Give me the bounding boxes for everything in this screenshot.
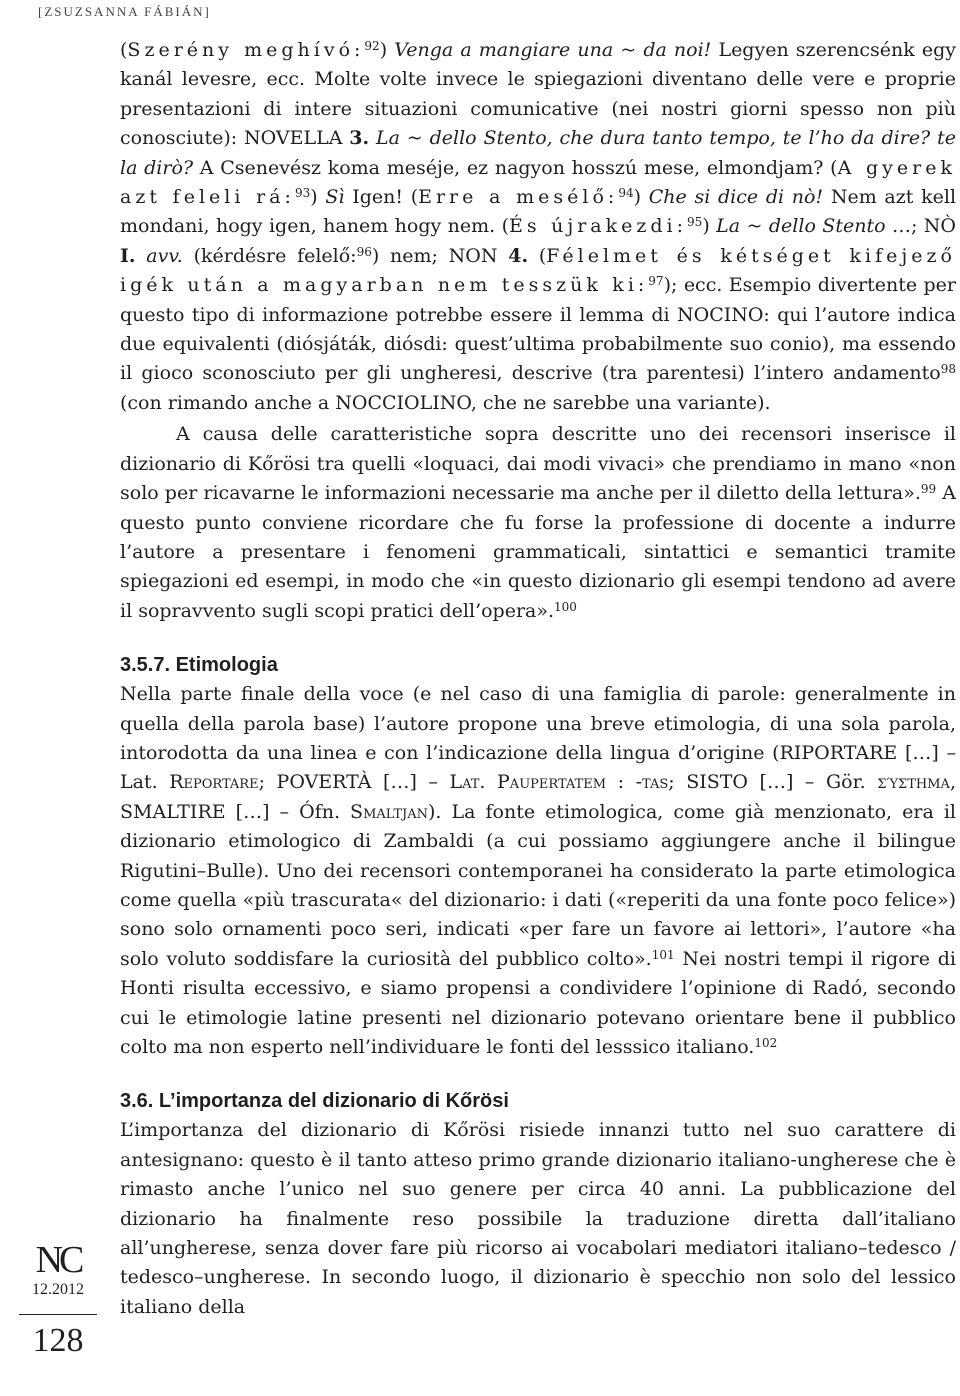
footnote-ref: 98: [940, 362, 956, 377]
footnote-ref: 97: [648, 274, 664, 289]
footnote-ref: 92: [364, 39, 380, 53]
page-body: [120, 36, 956, 1322]
paragraph-examples: (Szerény meghívó:$^{92}$) Venga a mangiare una ~ da noi! Legyen szerencsénk egy kanál levesre, ecc. Molte volte invece le spiegazioni diventano delle vere e proprie presentazioni di intere situazioni comunicative (nei nostri giorni spesso non più conosciute): NOVELLA 3. La ~ dello Stento, che dura tanto tempo, te l’ho da dire? te la dirò? A Csenevész koma meséje, ez nagyon hosszú mese, elmondjam? (A gyerek azt feleli rá:$^{93}$) Sì Igen! (Erre a mesélő:$^{94}$) Che si dice di nò! Nem azt kell mondani, hogy igen, hanem hogy nem. (És újrakezdi:$^{95}$) La ~ dello Stento …; NÒ I. avv. (kérdésre felelő:$^{96}$) nem; NON 4. (Félelmet és kétséget kifejező igék után a magyarban nem tesszük ki:$^{97}$); ecc. Esempio divertente per questo tipo di informazione potrebbe essere il lemma di NOCINO: qui l’autore indica due equivalenti (diósjáták, diósdi: quest’ultima probabilmente suo conio), ma essendo il gioco sconosciuto per gli ungheresi, descrive (tra parentesi) l’intero andamento$^{98}$ (con rimando anche a NOCCIOLINO, che ne sarebbe una variante).: [120, 39, 957, 414]
footnote-ref: 101: [651, 947, 675, 962]
section-heading: 3.6. L’importanza del dizionario di Kőrösi: [120, 1090, 509, 1113]
footnote-ref: 93: [294, 186, 311, 201]
section-heading: 3.5.7. Etimologia: [120, 654, 278, 677]
running-head: [ZSUZSANNA FÁBIÁN]: [38, 4, 211, 19]
footnote-ref: 102: [754, 1036, 778, 1050]
footnote-ref: 95: [687, 215, 703, 230]
divider: [19, 1314, 97, 1315]
journal-mark: [18, 1240, 98, 1361]
journal-logo: NC: [35, 1239, 81, 1281]
footnote-ref: 94: [618, 186, 634, 201]
paragraph-etimologia: Nella parte finale della voce (e nel caso di una famiglia di parole: generalmente in quella della parola base) l’autore propone una breve etimologia, di una sola parola, intorodotta da una linea e con l’indicazione della lingua d’origine (RIPORTARE […] – Lat. Reportare; POVERTÀ […] – Lat. Paupertatem : -tas; SISTO […] – Gör. σύστημα, SMALTIRE […] – Ófn. Smaltjan). La fonte etimologica, come già menzionato, era il dizionario etimologico di Zambaldi (a cui possiamo aggiungere anche il bilingue Rigutini–Bulle). Uno dei recensori contemporanei ha considerato la parte etimologica come quella «più trascurata« del dizionario: i dati («reperiti da una fonte poco felice») sono solo ornamenti poco seri, indicati «per fare un favore ai lettori», l’autore «ha solo voluto soddisfare la curiosità del pubblico colto».$^{101}$ Nei nostri tempi il rigore di Honti risulta eccessivo, e siamo propensi a condividere l’opinione di Radó, secondo cui le etimologie latine presenti nel dizionario potevano orientare bene il pubblico colto ma non esperto nell’individuare le fonti del lesssico italiano.$^{102}$: [120, 683, 956, 1058]
journal-issue: 12.2012: [32, 1281, 84, 1298]
page-number: 128: [32, 1322, 84, 1359]
paragraph-reviewers: A causa delle caratteristiche sopra descritte uno dei recensori inserisce il dizionario di Kőrösi tra quelli «loquaci, dai modi vivaci» che prendiamo in mano «non solo per ricavarne le informazioni necessarie ma anche per il diletto della lettura».$^{99}$ A questo punto conviene ricordare che fu forse la professione di docente a indurre l’autore a presentare i fenomeni grammaticali, sintattici e semantici tramite spiegazioni ed esempi, in modo che «in questo dizionario gli esempi tendono ad avere il sopravvento sugli scopi pratici dell’opera».$^{100}$: [120, 423, 956, 622]
footnote-ref: 96: [356, 244, 372, 259]
paragraph-importanza: L’importanza del dizionario di Kőrösi risiede innanzi tutto nel suo carattere di antesignano: questo è il tanto atteso primo grande dizionario italiano-ungherese che è rimasto anche l’unico nel suo genere per circa 40 anni. La pubblicazione del dizionario ha finalmente reso possibile la traduzione diretta dall’italiano all’ungherese, senza dover fare più ricorso ai vocabolari mediatori italiano–tedesco / tedesco–ungherese. In secondo luogo, il dizionario è specchio non solo del lessico italiano della: [120, 1119, 956, 1318]
footnote-ref: 99: [920, 482, 937, 497]
footnote-ref: 100: [554, 599, 577, 614]
section-etimologia: [120, 650, 956, 1062]
section-importanza: [120, 1086, 956, 1322]
